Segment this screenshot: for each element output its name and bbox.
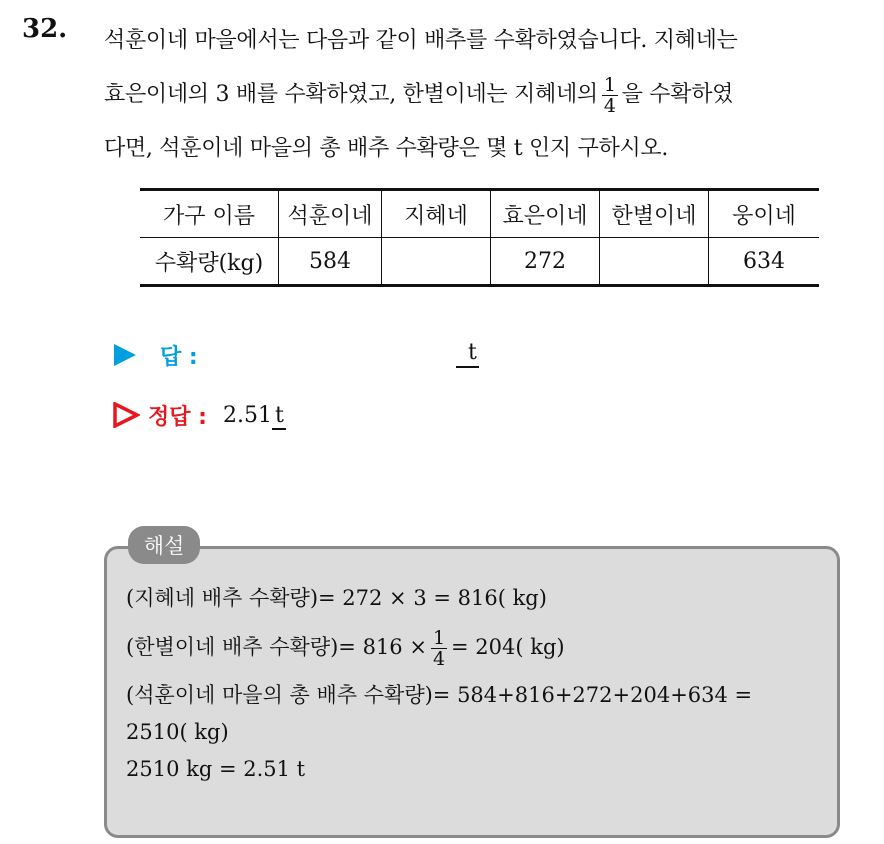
explanation-line-2 (126, 617, 834, 677)
table-cell (600, 238, 709, 286)
table-cell: 수확량(kg) (140, 238, 279, 286)
table-header-row (140, 190, 819, 238)
harvest-table (140, 188, 819, 287)
table-row (140, 238, 819, 286)
table-cell: 석훈이네 (279, 190, 382, 238)
table-cell: 584 (279, 238, 382, 286)
correct-answer-unit: t (272, 403, 286, 430)
table-cell: 효은이네 (491, 190, 600, 238)
correct-answer-number: 2.51 (222, 402, 272, 428)
outline-triangle-icon (112, 402, 140, 428)
correct-answer-value (223, 403, 286, 428)
fraction-denominator: 4 (603, 94, 616, 117)
explanation-line-5: 2510 kg = 2.51 t (126, 757, 306, 781)
explanation-line-1: (지혜네 배추 수확량)= 272 × 3 = 816( kg) (126, 586, 547, 610)
explanation-line-2-end: = 204( kg) (451, 635, 565, 659)
answer-label: 답 : (160, 344, 198, 370)
table-cell (382, 238, 491, 286)
fraction-numerator: 1 (603, 73, 616, 96)
fraction-quarter (602, 75, 618, 116)
explanation-fraction-numerator: 1 (432, 627, 446, 649)
play-triangle-icon (112, 343, 138, 367)
answer-input[interactable]: t (456, 340, 479, 368)
table-cell: 한별이네 (600, 190, 709, 238)
question-line-3: 다면, 석훈이네 마을의 총 배추 수확량은 몇 t 인지 구하시오. (104, 136, 669, 161)
correct-answer-label: 정답 : (148, 404, 207, 430)
question-line-1: 석훈이네 마을에서는 다음과 같이 배추를 수확하였습니다. 지혜네는 (104, 28, 738, 53)
question-line-2 (104, 68, 874, 122)
explanation-line-3: (석훈이네 마을의 총 배추 수확량)= 584+816+272+204+634 = (126, 683, 753, 707)
table-cell: 634 (709, 238, 820, 286)
explanation-line-2-start: (한별이네 배추 수확량)= 816 × (126, 635, 427, 659)
question-line-2-start: 효은이네의 3 배를 수확하였고, 한별이네는 지혜네의 (104, 82, 598, 107)
question-line-2-end: 을 수확하였 (621, 82, 734, 107)
explanation-tag: 해설 (128, 526, 200, 564)
table-cell: 지혜네 (382, 190, 491, 238)
table-cell: 웅이네 (709, 190, 820, 238)
explanation-fraction-denominator: 4 (432, 648, 446, 670)
table-cell: 272 (491, 238, 600, 286)
table-cell: 가구 이름 (140, 190, 279, 238)
explanation-line-4: 2510( kg) (126, 720, 229, 744)
correct-answer-row (112, 398, 286, 432)
explanation-fraction (431, 628, 447, 669)
question-text (104, 14, 874, 176)
question-number: 32. (22, 14, 68, 44)
answer-row (112, 338, 198, 372)
explanation-content (126, 580, 834, 788)
